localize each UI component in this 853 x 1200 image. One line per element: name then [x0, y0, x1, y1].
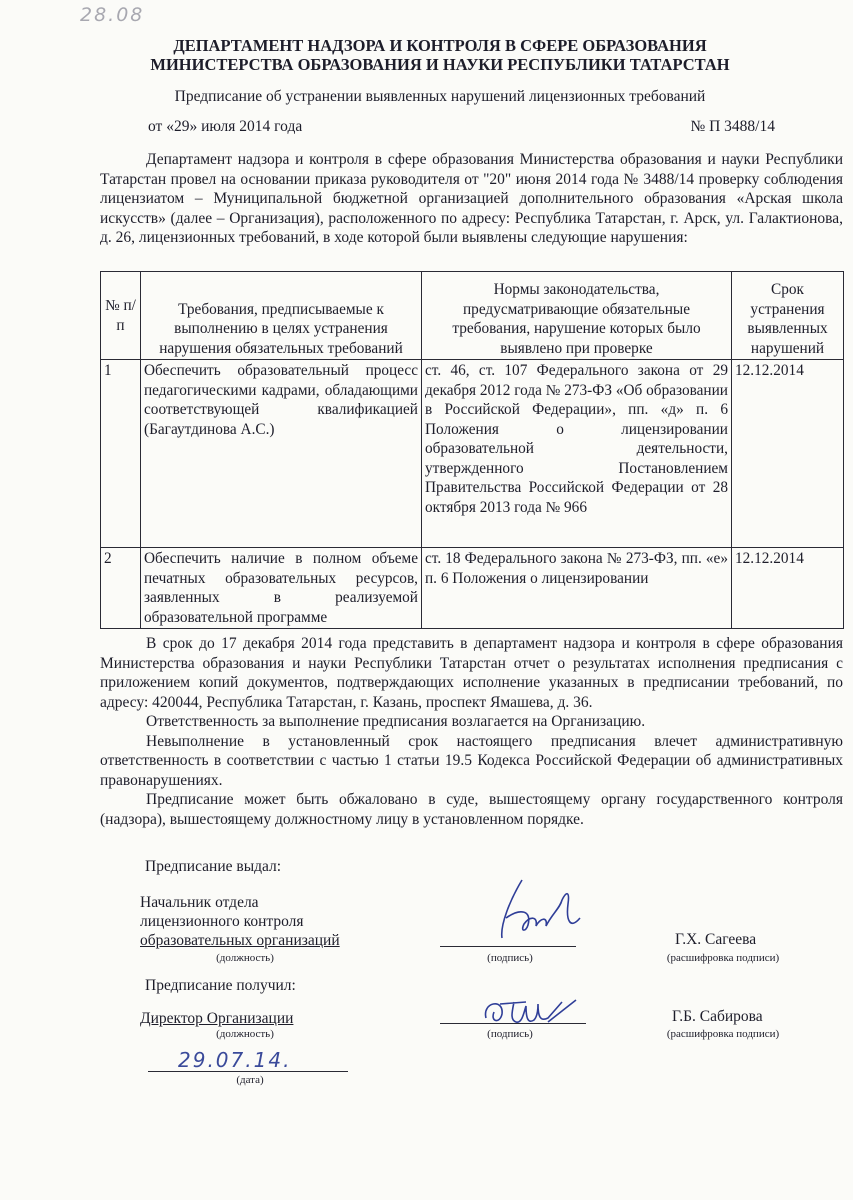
receipt-date-line: [148, 1071, 348, 1072]
handwritten-corner-note: 28.08: [80, 4, 145, 26]
row-num: 1: [101, 360, 141, 548]
recipient-name-caption: (расшифровка подписи): [666, 1028, 780, 1040]
header-deadline: Срок устранения выявленных нарушений: [732, 272, 844, 360]
recipient-signature-line: [440, 1023, 586, 1024]
document-subtitle: Предписание об устранении выявленных нарушений лицензионных требований: [174, 88, 706, 105]
row-norm: ст. 18 Федерального закона № 273-ФЗ, пп. «е» п. 6 Положения о лицензировании: [422, 548, 732, 629]
table-row: [101, 360, 844, 548]
issuer-signature-line: [440, 946, 576, 947]
receipt-date-caption: (дата): [236, 1074, 264, 1086]
table-row: [101, 548, 844, 629]
document-number: № П 3488/14: [690, 118, 775, 135]
issuer-signature: [470, 870, 610, 950]
issuer-position: [140, 893, 340, 950]
row-norm: ст. 46, ст. 107 Федерального закона от 29 декабря 2012 года № 273-ФЗ «Об образовании в Российской Федерации», пп. «д» п. 6 Положения о лицензировании образовательной деятельности, утвержденного Постановлением Правительства Российской Федерации от 28 октября 2013 года № 966: [422, 360, 732, 548]
issued-label: Предписание выдал:: [145, 858, 282, 875]
intro-paragraph: Департамент надзора и контроля в сфере образования Министерства образования и науки Республики Татарстан провел на основании приказа руководителя от "20" июня 2014 года № 3488/14 проверку соблюдения лицензиатом – Муниципальной бюджетной организацией дополнительного образования «Арская школа искусств» (далее – Организация), расположенного по адресу: Республика Татарстан, г. Арск, ул. Галактионова, д. 26, лицензионных требований, в ходе которой были выявлены следующие нарушения:: [100, 151, 843, 246]
row-requirement: Обеспечить образовательный процесс педагогическими кадрами, обладающими соответствующей квалификацией (Багаутдинова А.С.): [141, 360, 422, 548]
row-requirement: Обеспечить наличие в полном объеме печатных образовательных ресурсов, заявленных в реализуемой образовательной программе: [141, 548, 422, 629]
paragraph-responsibility: Ответственность за выполнение предписания возлагается на Организацию.: [146, 713, 646, 730]
document-date: от «29» июля 2014 года: [148, 118, 303, 135]
header-num: № п/п: [101, 272, 141, 360]
row-deadline: 12.12.2014: [732, 548, 844, 629]
paragraph-liability: Невыполнение в установленный срок настоящего предписания влечет административную ответственность в соответствии с частью 1 статьи 19.5 Кодекса Российской Федерации об административных правонарушениях.: [100, 732, 843, 789]
receipt-date-handwritten: 29.07.14.: [178, 1048, 292, 1072]
table-header-row: [101, 272, 844, 360]
issuer-position-line-3: образовательных организаций: [140, 932, 340, 949]
recipient-position: Директор Организации: [140, 1010, 294, 1027]
header-line-2: МИНИСТЕРСТВА ОБРАЗОВАНИЯ И НАУКИ РЕСПУБЛИКИ ТАТАРСТАН: [150, 55, 730, 74]
row-num: 2: [101, 548, 141, 629]
header-requirement: Требования, предписываемые к выполнению в целях устранения нарушения обязательных требований: [141, 272, 422, 360]
header-line-1: ДЕПАРТАМЕНТ НАДЗОРА И КОНТРОЛЯ В СФЕРЕ ОБРАЗОВАНИЯ: [173, 36, 707, 55]
recipient-signature-caption: (подпись): [487, 1028, 533, 1040]
paragraph-deadline: В срок до 17 декабря 2014 года представить в департамент надзора и контроля в сфере образования Министерства образования и науки Республики Татарстан отчет о результатах исполнения предписания с приложением копий документов, подтверждающих исполнение указанных в предписании требований, по адресу: 420044, Республика Татарстан, г. Казань, проспект Ямашева, д. 36.: [100, 635, 843, 711]
recipient-position-caption: (должность): [216, 1028, 274, 1040]
recipient-name: Г.Б. Сабирова: [672, 1008, 763, 1025]
body-paragraphs: [100, 634, 843, 829]
issuer-position-line-1: Начальник отдела: [140, 894, 259, 911]
paragraph-appeal: Предписание может быть обжаловано в суде, вышестоящему органу государственного контроля (надзора), вышестоящему должностному лицу в установленном порядке.: [100, 791, 843, 828]
violations-table: [100, 271, 844, 629]
header-norm: Нормы законодательства, предусматривающие обязательные требования, нарушение которых было выявлено при проверке: [422, 272, 732, 360]
issuer-position-caption: (должность): [216, 952, 274, 964]
received-label: Предписание получил:: [145, 977, 296, 994]
document-header: [100, 36, 780, 74]
row-deadline: 12.12.2014: [732, 360, 844, 548]
issuer-name: Г.Х. Сагеева: [675, 931, 757, 948]
issuer-position-line-2: лицензионного контроля: [140, 913, 304, 930]
issuer-signature-caption: (подпись): [487, 952, 533, 964]
recipient-signature: [478, 992, 588, 1032]
issuer-name-caption: (расшифровка подписи): [666, 952, 780, 964]
